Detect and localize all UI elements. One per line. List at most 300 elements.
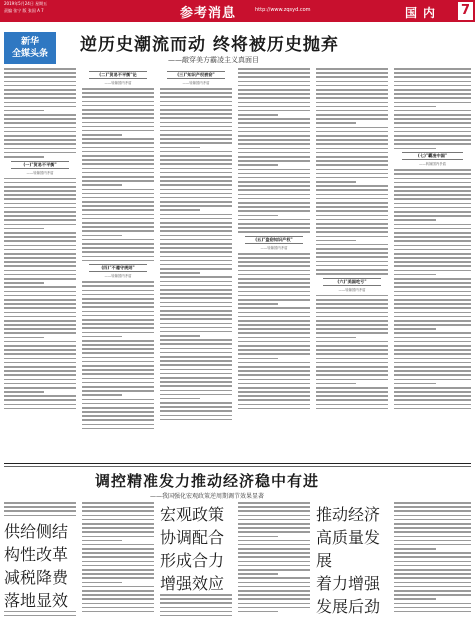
text-line [394,362,471,364]
text-line [238,143,310,145]
second-headline: 调控精准发力推动经济稳中有进 [95,472,320,490]
text-line [82,586,154,588]
text-line [82,611,154,613]
text-line [394,182,471,184]
text-line [238,177,310,179]
text-line [394,548,436,550]
text-line [160,398,200,400]
text-line [394,207,471,209]
text-line [238,127,310,129]
text-line [160,602,232,604]
text-line [160,598,232,600]
text-line [82,378,154,380]
text-line [160,230,232,232]
text-line [82,218,154,220]
text-line [82,151,154,153]
text-line [4,118,76,120]
text-line [4,143,76,145]
text-line [82,147,154,149]
text-line [394,594,471,596]
text-line [4,370,76,372]
text-line [394,178,471,180]
section-name: 国内 [405,6,442,20]
text-line [4,127,76,129]
text-line [238,324,310,326]
text-line [4,265,76,267]
text-line [316,366,388,368]
text-line [316,273,388,275]
text-line [82,155,154,157]
text-line [160,302,232,304]
text-line [238,312,310,314]
section-subheading: ——转嫁国内矛盾 [104,81,132,85]
text-line [394,253,471,255]
text-line [160,101,232,103]
text-line [82,298,154,300]
text-line [160,327,232,329]
text-line [394,148,436,150]
text-line [4,274,76,276]
text-line [82,515,154,517]
text-line [394,190,471,192]
text-line [82,336,122,338]
text-line [394,228,471,230]
text-line [82,573,154,575]
text-line [160,205,232,207]
text-line [316,135,388,137]
text-line [238,198,310,200]
text-line [82,598,154,600]
text-line [316,374,388,376]
text-line [4,383,76,385]
text-line [394,122,471,124]
text-line [316,387,388,389]
text-line [82,607,154,609]
text-line [238,265,310,267]
text-line [4,341,76,343]
text-line [394,224,471,226]
text-line [82,201,154,203]
text-line [160,406,232,408]
text-line [394,81,471,83]
text-line [160,109,232,111]
text-line [238,603,310,605]
badge-line-2: 全媒头条 [11,49,48,59]
text-line [4,395,76,397]
text-line [4,324,76,326]
feature-badge [4,32,56,64]
text-line [316,312,388,314]
text-line [316,227,388,229]
text-line [4,194,76,196]
text-line [238,110,310,112]
text-line [238,164,278,166]
text-line [4,303,76,305]
text-line [238,577,310,579]
text-line [82,319,154,321]
text-line [238,569,310,571]
text-line [238,210,310,212]
text-line [394,194,471,196]
text-line [394,270,471,272]
text-line [316,404,388,406]
text-line [316,269,388,271]
text-line [316,244,388,246]
section-subheading: ——转嫁国内矛盾 [182,81,210,85]
text-line [316,399,388,401]
text-line [4,253,76,255]
text-line [82,552,154,554]
text-line [82,403,154,405]
text-line [316,118,388,120]
text-line [82,193,154,195]
text-line [160,239,232,241]
text-line [394,143,471,145]
text-line [238,160,310,162]
text-line [82,260,154,262]
text-line [316,173,388,175]
masthead-bar [0,0,475,22]
text-line [238,270,310,272]
section-divider-thin [4,466,471,467]
text-line [316,332,388,334]
text-line [238,502,310,504]
text-line [394,569,471,571]
text-line [394,510,471,512]
text-line [4,349,76,351]
text-line [4,110,44,112]
text-line [316,89,388,91]
text-line [160,113,232,115]
text-line [4,278,76,280]
text-line [160,377,232,379]
text-line [160,415,232,417]
text-line [82,180,154,182]
text-line [394,139,471,141]
text-line [394,291,471,293]
text-line [394,307,471,309]
text-line [160,390,232,392]
text-line [316,110,388,112]
text-line [82,357,154,359]
text-line [316,379,388,381]
text-line [238,540,310,542]
text-line [82,205,154,207]
text-line [4,408,76,410]
text-line [238,573,278,575]
text-line [160,209,200,211]
text-line [160,314,232,316]
text-line [394,93,471,95]
text-line [4,148,76,150]
text-line [4,85,76,87]
text-line [4,203,76,205]
text-line [82,590,154,592]
text-line [82,332,154,334]
text-line [238,316,310,318]
text-line [4,515,76,517]
text-line [316,307,388,309]
text-line [4,228,44,230]
text-line [4,307,76,309]
text-line [160,222,232,224]
text-line [316,358,388,360]
text-line [316,256,388,258]
text-line [82,251,154,253]
text-line [316,160,388,162]
text-line [160,105,232,107]
text-line [4,89,76,91]
text-line [394,169,471,171]
bottom-column-1 [4,502,76,616]
text-line [238,295,310,297]
text-line [160,251,232,253]
text-line [160,323,232,325]
text-line [160,419,232,421]
text-line [82,226,154,228]
text-line [316,265,388,267]
text-line [82,101,154,103]
text-line [238,345,310,347]
text-line [4,320,76,322]
text-line [238,607,310,609]
text-line [394,274,436,276]
text-line [82,394,122,396]
text-line [394,391,471,393]
text-line [82,122,154,124]
text-line [316,198,388,200]
bottom-column-6 [394,502,471,616]
text-line [82,159,154,161]
text-line [238,102,310,104]
section-heading: (三)"知识产权被窃" [167,71,225,79]
text-line [160,348,232,350]
text-line [238,181,310,183]
text-line [394,374,471,376]
text-line [4,286,76,288]
text-line [394,76,471,78]
text-line [82,386,154,388]
text-line [238,349,310,351]
text-line [4,249,76,251]
text-line [238,291,310,293]
text-line [82,594,154,596]
text-line [4,345,76,347]
text-line [82,369,154,371]
text-line [394,607,471,609]
text-line [160,172,232,174]
text-line [394,565,471,567]
text-line [316,408,388,410]
text-line [160,214,232,216]
text-line [160,343,232,345]
text-line [238,556,310,558]
text-line [160,369,232,371]
text-line [4,316,76,318]
text-line [316,131,388,133]
text-line [238,374,310,376]
section-heading: (一)"贸易不平衡" [11,161,69,169]
text-line [4,328,76,330]
text-line [160,331,232,333]
text-line [316,231,388,233]
section-heading: (七)"霸凌中国" [402,152,464,160]
text-line [394,118,471,120]
text-line [82,209,154,211]
text-line [238,408,310,410]
text-line [82,561,154,563]
text-line [238,552,310,554]
text-line [238,206,310,208]
text-line [394,349,471,351]
text-line [238,328,310,330]
bottom-column-3 [160,502,232,616]
text-line [82,105,154,107]
text-line [238,97,310,99]
text-line [238,114,278,116]
bottom-section-heading: 宏观政策协调配合 [160,505,225,547]
section-heading: (二)"贸易不平衡"论 [89,71,147,79]
text-line [4,219,76,221]
text-line [394,203,471,205]
text-line [160,218,232,220]
text-line [238,548,310,550]
text-line [160,122,232,124]
section-heading: (四)"不遵守规则" [89,264,147,272]
text-line [82,235,122,237]
section-divider [4,463,471,464]
text-line [238,231,310,233]
text-line [4,207,76,209]
text-line [4,502,76,504]
text-line [82,519,154,521]
text-line [4,399,76,401]
text-line [394,312,471,314]
text-line [82,294,154,296]
text-line [160,126,232,128]
text-line [160,176,232,178]
text-line [4,135,76,137]
text-line [394,249,471,251]
bottom-column-2 [82,502,154,616]
text-line [82,531,154,533]
text-line [394,515,471,517]
text-line [4,114,76,116]
text-line [238,391,310,393]
text-line [238,362,310,364]
newspaper-logo: 参考消息 [180,6,237,21]
text-line [316,370,388,372]
text-line [82,390,154,392]
text-line [316,341,388,343]
text-line [394,131,471,133]
text-line [4,404,76,406]
text-line [82,243,154,245]
text-line [4,72,76,74]
text-line [4,240,76,242]
text-line [316,248,388,250]
section-subheading: ——转嫁国内矛盾 [338,287,366,292]
article-column-6 [394,68,471,458]
article-column-5 [316,68,388,458]
text-line [316,240,356,242]
text-line [238,341,310,343]
text-line [394,552,471,554]
text-line [4,186,76,188]
text-line [394,598,436,600]
text-line [82,290,154,292]
text-line [160,96,232,98]
text-line [238,257,310,259]
text-line [316,148,388,150]
text-line [316,85,388,87]
text-line [4,245,76,247]
text-line [82,117,154,119]
badge-line-1: 新华 [20,37,39,47]
section-heading: (六)"美国吃亏" [323,278,381,286]
text-line [238,303,278,305]
text-line [394,540,471,542]
text-line [238,173,310,175]
text-line [238,506,310,508]
text-line [394,531,471,533]
bottom-section-heading: 形成合力增强效应 [160,551,225,593]
text-line [394,519,471,521]
text-line [316,236,388,238]
text-line [160,615,232,616]
text-line [394,240,471,242]
text-line [4,131,76,133]
text-line [316,169,388,171]
text-line [238,169,310,171]
text-line [394,135,471,137]
text-line [238,387,310,389]
section-subheading: ——转嫁国内矛盾 [260,245,288,250]
text-line [82,382,154,384]
text-line [238,527,310,529]
text-line [4,510,76,512]
text-line [160,281,232,283]
text-line [394,341,471,343]
text-line [4,362,76,364]
text-line [316,210,388,212]
text-line [238,395,310,397]
text-line [316,181,356,183]
text-line [394,395,471,397]
text-line [238,611,278,613]
text-line [394,186,471,188]
text-line [394,586,471,588]
text-line [82,256,154,258]
text-line [4,374,76,376]
text-line [160,260,232,262]
text-line [160,318,232,320]
text-line [160,293,232,295]
text-line [82,302,154,304]
text-line [238,590,310,592]
text-line [82,247,154,249]
section-heading: (五)"盗窃知识产权" [245,236,303,244]
text-line [4,257,76,259]
text-line [238,515,310,517]
text-line [238,131,310,133]
text-line [316,185,388,187]
text-line [238,81,310,83]
text-line [4,282,44,284]
text-line [82,569,154,571]
website-url[interactable]: http://www.zqsyd.com [255,7,311,13]
text-line [82,523,154,525]
